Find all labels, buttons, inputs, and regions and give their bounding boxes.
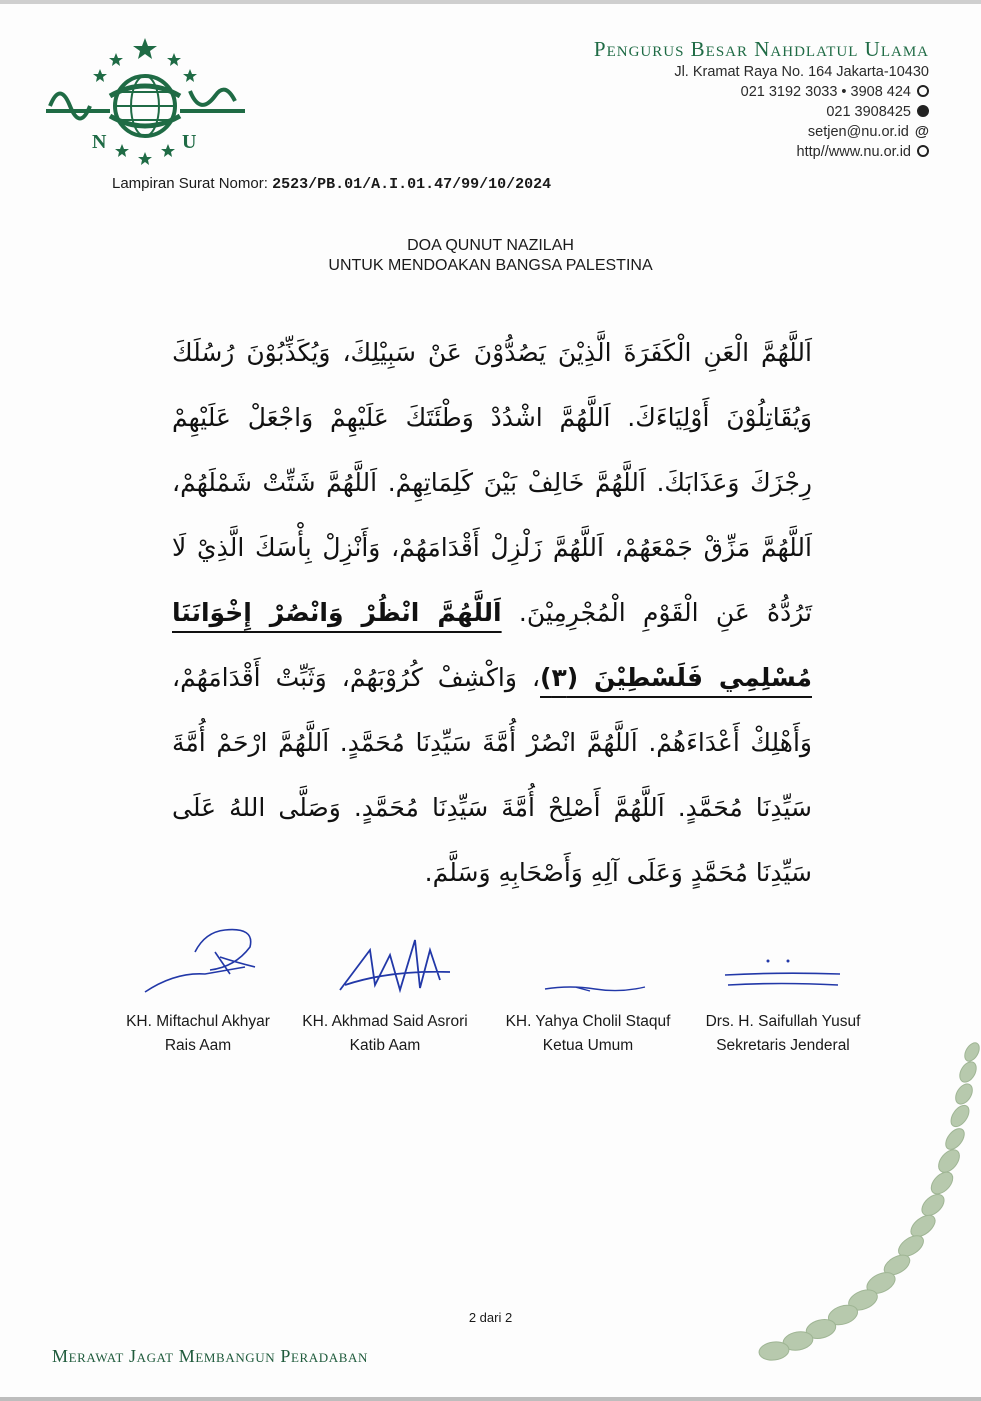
signature-katib-aam [330, 930, 460, 1005]
rope-ornament [680, 1040, 981, 1401]
signatory-role: Sekretaris Jenderal [716, 1037, 850, 1054]
prayer-part-1: اَللَّهُمَّ الْعَنِ الْكَفَرَةَ الَّذِيْنَ يَصُدُّوْنَ عَنْ سَبِيْلِكَ، وَيُكَذِّبُوْنَ رُسُلَكَ وَيُقَاتِلُوْنَ أَوْلِيَاءَكَ. اَللَّهُمَّ اشْدُدْ وَطْئَتَكَ عَلَيْهِمْ وَاجْعَلْ عَلَيْهِمْ رِجْزَكَ وَعَذَابَكَ. اَللَّهُمَّ خَالِفْ بَيْنَ كَلِمَاتِهِمْ. اَللَّهُمَّ شَتِّتْ شَمْلَهُمْ، اَللَّهُمَّ مَزِّقْ جَمْعَهُمْ، اَللَّهُمَّ زَلْزِلْ أَقْدَامَهُمْ، وَأَنْزِلْ بِأْسَكَ الَّذِيْ لَا تَرُدُّهُ عَنِ الْقَوْمِ الْمُجْرِمِيْنَ. [172, 338, 812, 627]
page-number: 2 dari 2 [468, 1310, 513, 1325]
document-title [0, 236, 981, 276]
email-line: setjen@nu.or.id @ [807, 124, 929, 140]
signatory-role: Rais Aam [164, 1037, 232, 1054]
prayer-text [172, 320, 812, 905]
signature-sekjen [720, 955, 845, 995]
signatory-name: KH. Akhmad Said Asrori [302, 1013, 468, 1030]
nu-logo [40, 36, 250, 168]
logo-letter-n: N [92, 131, 107, 153]
signatory-name: Drs. H. Saifullah Yusuf [705, 1013, 861, 1030]
signature-ketua-umum [540, 975, 650, 1000]
logo-letter-u: U [182, 131, 197, 153]
prayer-highlight: اَللَّهُمَّ انْظُرْ وَانْصُرْ إِخْوَانَنَا مُسْلِمِي فَلَسْطِيْنَ (٣) [172, 598, 812, 692]
signatory-2 [285, 1010, 485, 1058]
signatory-name: KH. Miftachul Akhyar [126, 1013, 270, 1030]
title-line-1: DOA QUNUT NAZILAH [407, 237, 574, 254]
attachment-reference [112, 175, 551, 193]
org-name: Pengurus Besar Nahdlatul Ulama [593, 37, 929, 61]
attachment-label: Lampiran Surat Nomor: [112, 175, 268, 192]
signature-rais-aam [135, 912, 265, 1007]
phone-line: 021 3192 3033 • 3908 424 [594, 82, 929, 102]
signatory-1 [98, 1010, 298, 1058]
page-top-edge [0, 0, 981, 4]
letter-number: 2523/PB.01/A.I.01.47/99/10/2024 [272, 176, 552, 193]
signatory-role: Ketua Umum [542, 1037, 634, 1054]
page-bottom-edge [0, 1397, 981, 1401]
prayer-part-2: ، وَاكْشِفْ كُرُوْبَهُمْ، وَثَبِّتْ أَقْدَامَهُمْ، وَأَهْلِكْ أَعْدَاءَهُمْ. اَللَّهُمَّ انْصُرْ أُمَّةَ سَيِّدِنَا مُحَمَّدٍ. اَللَّهُمَّ ارْحَمْ أُمَّةَ سَيِّدِنَا مُحَمَّدٍ. اَللَّهُمَّ أَصْلِحْ أُمَّةَ سَيِّدِنَا مُحَمَّدٍ. وَصَلَّى اللهُ عَلَى سَيِّدِنَا مُحَمَّدٍ وَعَلَى آلِهِ وَأَصْحَابِهِ وَسَلَّمَ. [172, 663, 812, 887]
fax-line: 021 3908425 [594, 102, 929, 122]
signatory-name: KH. Yahya Cholil Staquf [505, 1013, 671, 1030]
globe-icon [917, 145, 929, 157]
signatory-3 [488, 1010, 688, 1058]
letterhead-contact [594, 36, 929, 162]
fax-icon [917, 105, 929, 117]
address: Jl. Kramat Raya No. 164 Jakarta-10430 [674, 64, 929, 80]
footer-motto: Merawat Jagat Membangun Peradaban [52, 1346, 369, 1366]
phone-icon [917, 85, 929, 97]
signatory-role: Katib Aam [349, 1037, 421, 1054]
title-line-2: UNTUK MENDOAKAN BANGSA PALESTINA [328, 257, 653, 274]
at-icon: @ [914, 124, 929, 140]
website-line: http//www.nu.or.id [594, 142, 929, 162]
